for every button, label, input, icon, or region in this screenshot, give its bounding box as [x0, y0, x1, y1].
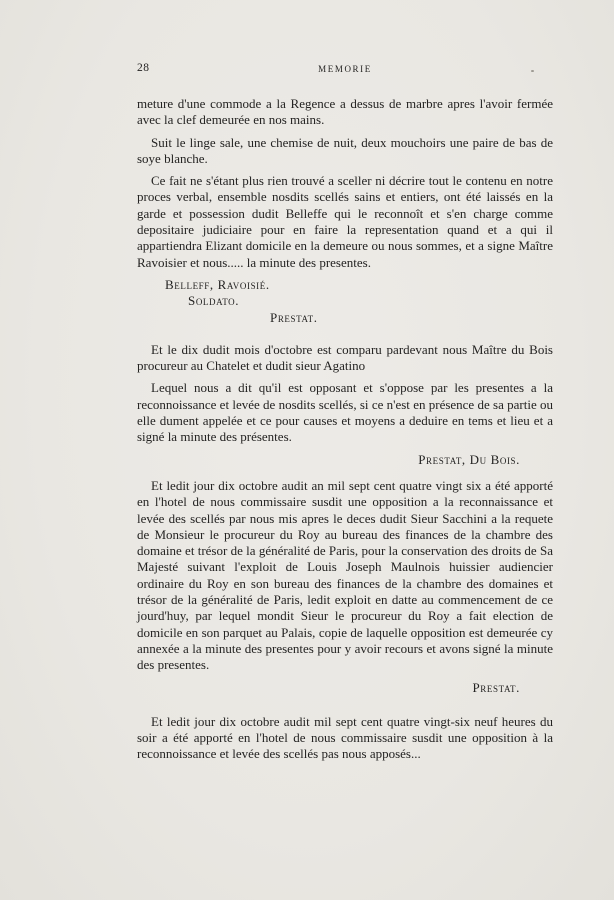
signature-line: Prestat. [270, 309, 318, 325]
paragraph: Et ledit jour dix octobre audit an mil sept cent quatre vingt six a été apporté en l'hotel de nous commissaire susdit une opposition a la reconnaissance et levée des scellés par nous mis apres le deces dudit Sieur Sacchini a la requete de Monsieur le procureur du Roy au bureau des finances de la chambre des domaine et trésor de la généralité de Paris, pour la conservation des droits de Sa Majesté suivant l'exploit de Louis Joseph Maulnois huissier audiencier ordinaire du Roy en son bureau des finances de la chambre des domaines et trésor de la généralité de Paris, ledit exploit en datte au commencement de ce jourd'huy, par lequel mondit Sieur le procureur du Roy a fait election de domicile en son parquet au Palais, copie de laquelle opposition est demeurée cy annexée a la minute des presentes pour y avoir recours et avons signé la minute des presentes. [137, 477, 553, 673]
paragraph-continuation: meture d'une commode a la Regence a dessus de marbre apres l'avoir fermée avec la clef demeurée en nos mains. [137, 96, 553, 128]
signature-line: Soldato. [188, 293, 240, 309]
signature-line: Belleff, Ravoisié. [165, 276, 270, 292]
paragraph: Et le dix dudit mois d'octobre est comparu pardevant nous Maître du Bois procureur au Chatelet et dudit sieur Agatino [137, 341, 553, 374]
paragraph: Lequel nous a dit qu'il est opposant et s'oppose par les presentes a la reconnoissance et levée de nosdits scellés, si ce n'est en présence de sa partie ou elle dument appelée et ce pour causes et moyens a deduire en tems et lieu et a signé la minute des présentes. [137, 380, 553, 445]
scan-artifact [531, 70, 534, 72]
paragraph: Ce fait ne s'étant plus rien trouvé a sceller ni décrire tout le contenu en notre proces verbal, ensemble nosdits scellés sains et entiers, ont été laissés en la garde et possession dudit Belleffe qui le reconnoît et s'en charge comme depositaire judiciaire pour en faire la representation quand et a qui il appartiendra Elizant domicile en la demeure ou nous sommes, et a signe Maître Ravoisier et nous..... la minute des presentes. [137, 173, 553, 270]
signature-line: Prestat. [472, 679, 520, 695]
paragraph: Suit le linge sale, une chemise de nuit, deux mouchoirs une paire de bas de soye blanche. [137, 134, 553, 166]
text-block [137, 96, 553, 763]
running-title: MEMORIE [318, 64, 372, 74]
signature-line: Prestat, Du Bois. [418, 451, 520, 467]
running-head [137, 62, 553, 77]
page-number: 28 [137, 62, 150, 74]
paragraph: Et ledit jour dix octobre audit mil sept cent quatre vingt-six neuf heures du soir a été apporté en l'hotel de nous commissaire susdit une opposition à la reconnoissance et levée des scellés pas nous apposés... [137, 713, 553, 762]
